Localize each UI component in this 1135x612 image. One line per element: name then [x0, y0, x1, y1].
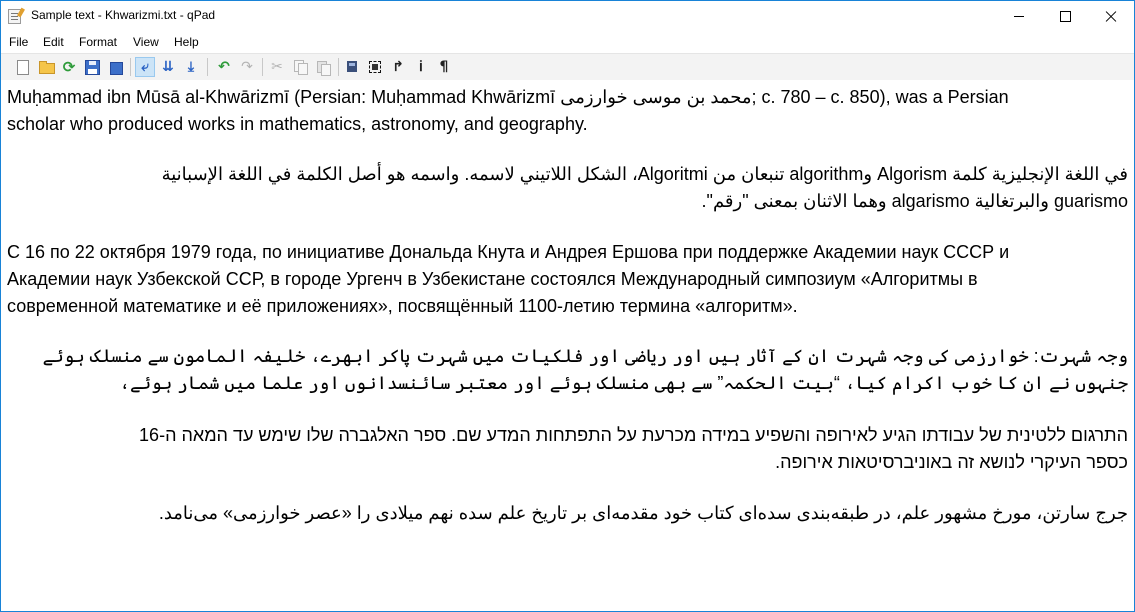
window-title: Sample text - Khwarizmi.txt - qPad — [31, 8, 216, 22]
floppy-disk-icon — [84, 59, 100, 75]
close-button[interactable] — [1088, 1, 1134, 31]
scissors-icon: ✂ — [271, 59, 283, 75]
cut-button[interactable] — [267, 57, 287, 77]
toolbar-separator — [262, 58, 263, 76]
paragraph-mark-button[interactable] — [434, 57, 454, 77]
toolbar-separator — [338, 58, 339, 76]
new-file-button[interactable] — [12, 57, 32, 77]
text-line: современной математике и её приложениях», посвящённый 1100-летию термина «алгоритм». — [7, 296, 798, 316]
save-as-button[interactable] — [105, 57, 125, 77]
text-line: Muḥammad ibn Mūsā al-Khwārizmī (Persian: Muḥammad Khwārizmī محمد بن موسی خوارزمی; c. 780 – c. 850), was a Persian — [7, 87, 1009, 107]
text-line: وجہ شہرت: خوارزمی کی وجہ شہرت ان کے آثار ہیں اور ریاضی اور فلکیات میں شہرت پاکر ابھرے، خلیفہ المامون سے منسلک ہوئے — [42, 346, 1128, 366]
minimize-button[interactable] — [996, 1, 1042, 31]
redo-icon: ↷ — [241, 59, 253, 75]
reload-icon: ⟳ — [62, 58, 76, 76]
text-line: guarismo والبرتغالية algarismo وهما الاثنان بمعنى "رقم". — [701, 191, 1128, 211]
menu-help[interactable]: Help — [174, 35, 199, 49]
text-line: С 16 по 22 октября 1979 года, по инициативе Дональда Кнута и Андрея Ершова при поддержке Академии наук СССР и — [7, 242, 1010, 262]
text-line: جنہوں نے ان کا خوب اکرام کیا، “بیت الحکمہ” سے بھی منسلک ہوئے اور معتبر سائنسدانوں اور علما میں شمار ہوئے، — [119, 373, 1128, 393]
text-cursor-icon: Ꭵ — [419, 59, 423, 75]
text-line: כספר העיקרי לנושא זה באוניברסיטאות אירופה. — [775, 452, 1128, 472]
minimize-icon — [1014, 16, 1024, 17]
toolbar-separator — [130, 58, 131, 76]
align-button[interactable] — [158, 57, 178, 77]
select-all-icon — [367, 59, 383, 75]
toolbar — [1, 53, 1134, 81]
text-line: جرج سارتن، مورخ مشهور علم، در طبقه‌بندی سده‌ای کتاب خود مقدمه‌ای بر تاریخ علم سده نهم میلادی را «عصر خوارزمی» می‌نامد. — [158, 503, 1128, 523]
text-line: في اللغة الإنجليزية كلمة Algorism وalgorithm تنبعان من Algoritmi، الشكل اللاتيني لاسمه. واسمه هو أصل الكلمة في اللغة الإسبانية — [161, 164, 1128, 184]
menu-format[interactable]: Format — [79, 35, 118, 49]
undo-icon: ↶ — [218, 59, 230, 75]
maximize-button[interactable] — [1042, 1, 1088, 31]
text-line: scholar who produced works in mathematics, astronomy, and geography. — [7, 114, 588, 134]
save-button[interactable] — [82, 57, 102, 77]
text-editor[interactable] — [1, 80, 1134, 611]
text-line: התרגום ללטינית של עבודתו הגיע לאירופה והשפיע במידה מכרעת על התפתחות המדע שם. ספר האלגברה שלו שימש עד המאה ה-16 — [139, 425, 1128, 445]
menu-file[interactable]: File — [9, 35, 29, 49]
arrow-icon: ↱ — [392, 59, 404, 75]
paste-button[interactable] — [313, 57, 333, 77]
toolbar-separator — [207, 58, 208, 76]
rtl-arrow-button[interactable] — [388, 57, 408, 77]
menu-edit[interactable]: Edit — [43, 35, 64, 49]
copy-icon — [292, 59, 308, 75]
align-alt-button[interactable] — [181, 57, 201, 77]
open-file-button[interactable] — [36, 57, 56, 77]
word-wrap-icon: ⤶ — [141, 59, 149, 75]
redo-button[interactable] — [237, 57, 257, 77]
copy-button[interactable] — [290, 57, 310, 77]
text-cursor-button[interactable] — [411, 57, 431, 77]
find-button[interactable] — [342, 57, 362, 77]
menu-bar — [1, 32, 1134, 52]
new-document-icon — [14, 59, 30, 75]
close-icon — [1105, 10, 1117, 22]
undo-button[interactable] — [214, 57, 234, 77]
pilcrow-icon: ¶ — [439, 59, 449, 75]
select-all-button[interactable] — [365, 57, 385, 77]
menu-view[interactable]: View — [133, 35, 159, 49]
folder-open-icon — [38, 59, 54, 75]
word-wrap-button[interactable] — [135, 57, 155, 77]
reload-button[interactable] — [59, 57, 79, 77]
paste-icon — [315, 59, 331, 75]
save-as-icon — [107, 59, 123, 75]
text-line: Академии наук Узбекской ССР, в городе Ургенч в Узбекистане состоялся Международный симпозиум «Алгоритмы в — [7, 269, 978, 289]
align-icon: ⇊ — [162, 59, 174, 75]
title-bar[interactable] — [1, 1, 1134, 31]
find-icon — [344, 59, 360, 75]
notepad-app-icon — [8, 9, 21, 24]
maximize-icon — [1060, 11, 1071, 22]
align-alt-icon: ⤓ — [187, 59, 195, 75]
